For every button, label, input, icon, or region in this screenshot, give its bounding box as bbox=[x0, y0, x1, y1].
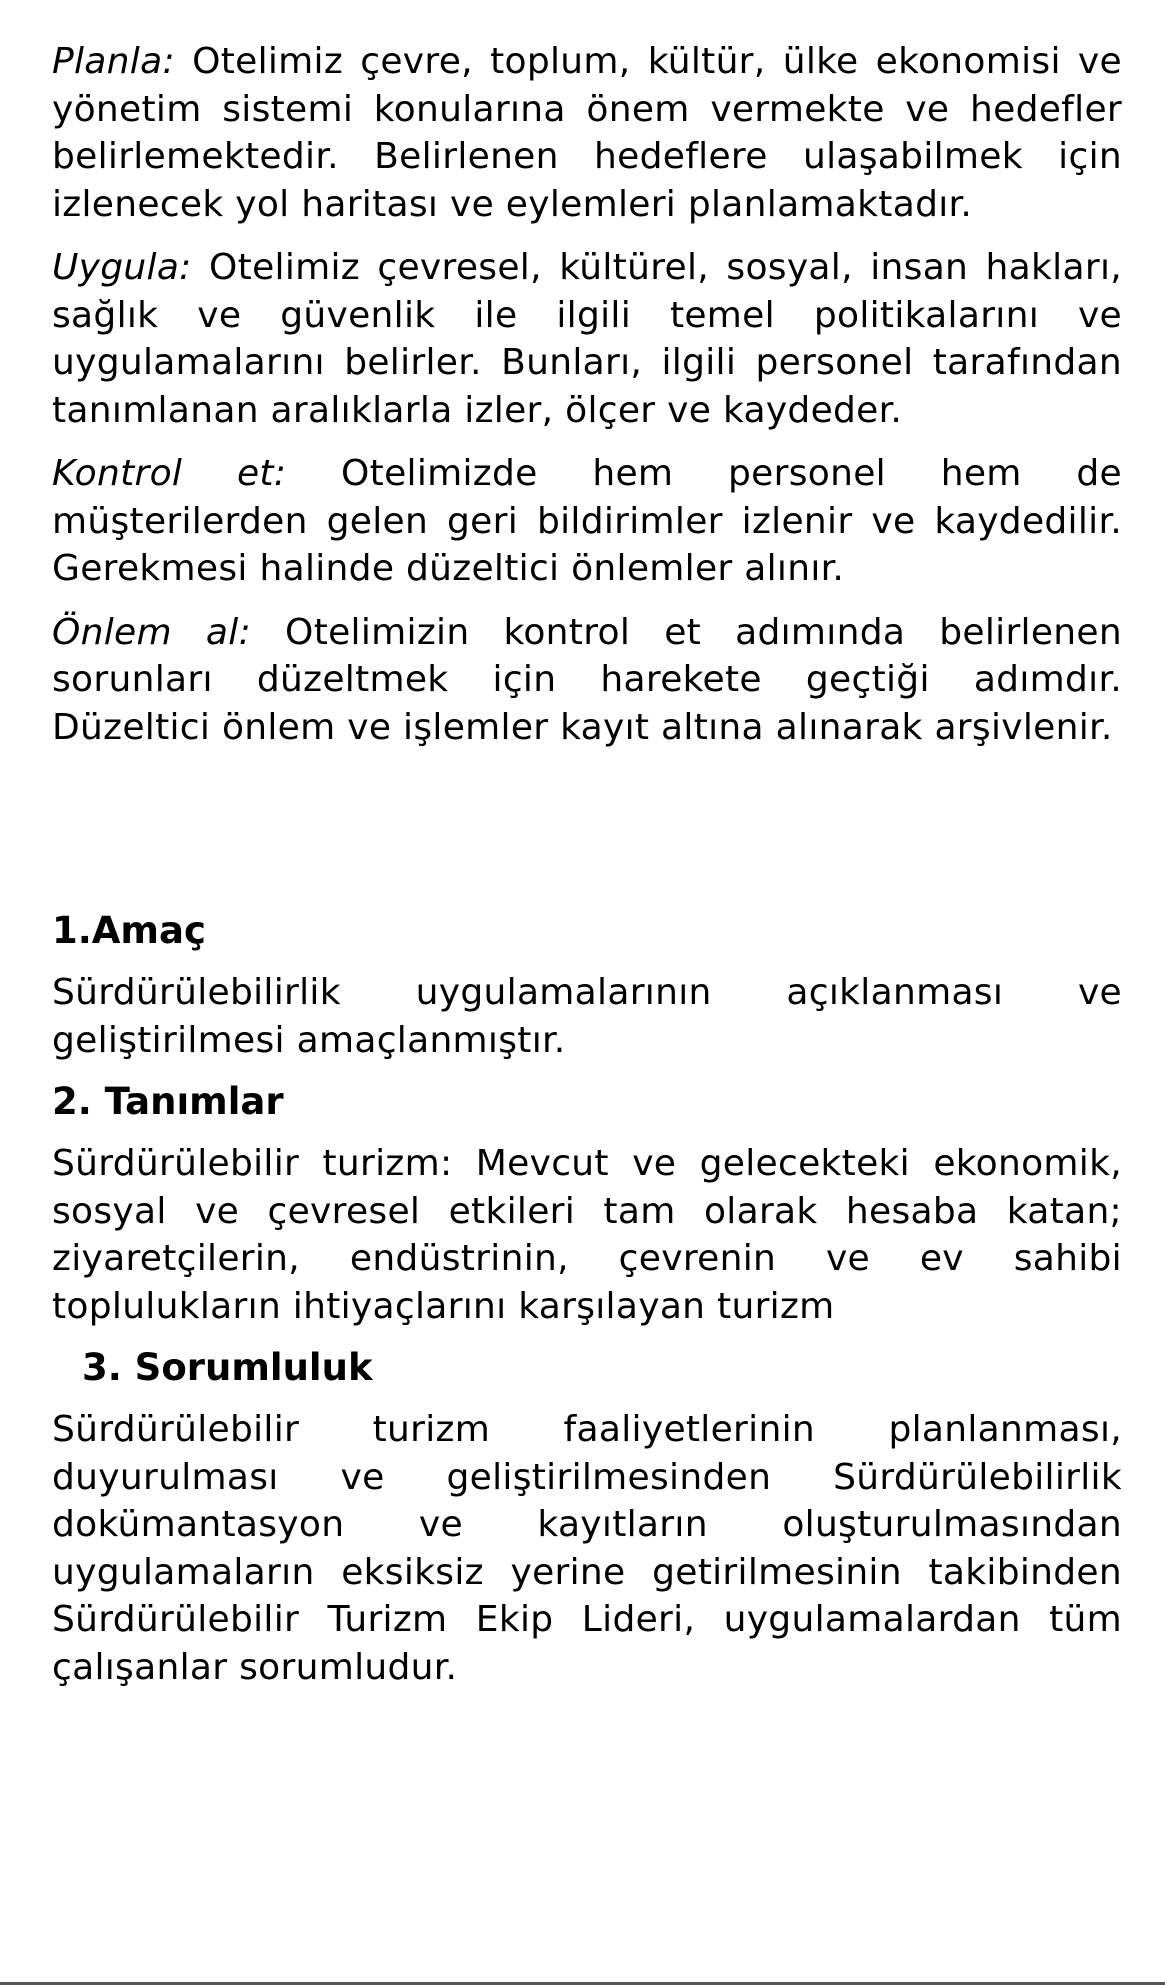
section-definitions-heading: 2. Tanımlar bbox=[52, 1080, 284, 1123]
pdca-act-text: Otelimizin kontrol et adımında belirlenen sorunları düzeltmek için harekete geçtiği adımdır. Düzeltici önlem ve işlemler kayıt altına alınarak arşivlenir. bbox=[52, 611, 1122, 748]
section-definitions bbox=[52, 1078, 1122, 1330]
pdca-do-text: Otelimiz çevresel, kültürel, sosyal, insan hakları, sağlık ve güvenlik ile ilgili temel politikalarını ve uygulamalarını belirler. Bunları, ilgili personel tarafından tanımlanan aralıklarla izler, ölçer ve kaydeder. bbox=[52, 247, 1122, 431]
blank-spacer bbox=[52, 767, 1122, 907]
pdca-do-term: Uygula: bbox=[52, 247, 192, 288]
pdca-plan-paragraph bbox=[52, 38, 1122, 228]
section-responsibility bbox=[52, 1344, 1122, 1691]
pdca-act-paragraph bbox=[52, 609, 1122, 752]
section-definitions-body: Sürdürülebilir turizm: Mevcut ve gelecekteki ekonomik, sosyal ve çevresel etkileri tam olarak hesaba katan; ziyaretçilerin, endüstrinin, çevrenin ve ev sahibi toplulukların ihtiyaçlarını karşılayan turizm bbox=[52, 1143, 1122, 1327]
pdca-act-term: Önlem al: bbox=[52, 611, 252, 653]
pdca-check-term: Kontrol et: bbox=[52, 453, 287, 494]
section-purpose bbox=[52, 907, 1122, 1064]
pdca-check-text: Otelimizde hem personel hem de müşterilerden gelen geri bildirimler izlenir ve kaydedilir. Gerekmesi halinde düzeltici önlemler alınır. bbox=[52, 453, 1123, 589]
pdca-plan-text: Otelimiz çevre, toplum, kültür, ülke ekonomisi ve yönetim sistemi konularına önem vermekte ve hedefler belirlemektedir. Belirlenen hedeflere ulaşabilmek için izlenecek yol haritası ve eylemleri planlamaktadır. bbox=[52, 41, 1122, 225]
section-purpose-heading: 1.Amaç bbox=[52, 909, 206, 952]
pdca-do-paragraph bbox=[52, 244, 1122, 434]
section-responsibility-heading: 3. Sorumluluk bbox=[82, 1346, 373, 1389]
pdca-check-paragraph bbox=[52, 450, 1122, 593]
section-responsibility-body: Sürdürülebilir turizm faaliyetlerinin planlanması, duyurulması ve geliştirilmesinden Sürdürülebilirlik dokümantasyon ve kayıtların oluşturulmasından uygulamaların eksiksiz yerine getirilmesinin takibinden Sürdürülebilir Turizm Ekip Lideri, uygulamalardan tüm çalışanlar sorumludur. bbox=[52, 1409, 1122, 1688]
document-page bbox=[52, 38, 1122, 1705]
section-purpose-body: Sürdürülebilirlik uygulamalarının açıklanması ve geliştirilmesi amaçlanmıştır. bbox=[52, 972, 1122, 1061]
pdca-cycle-block bbox=[52, 38, 1122, 751]
pdca-plan-term: Planla: bbox=[52, 41, 175, 82]
